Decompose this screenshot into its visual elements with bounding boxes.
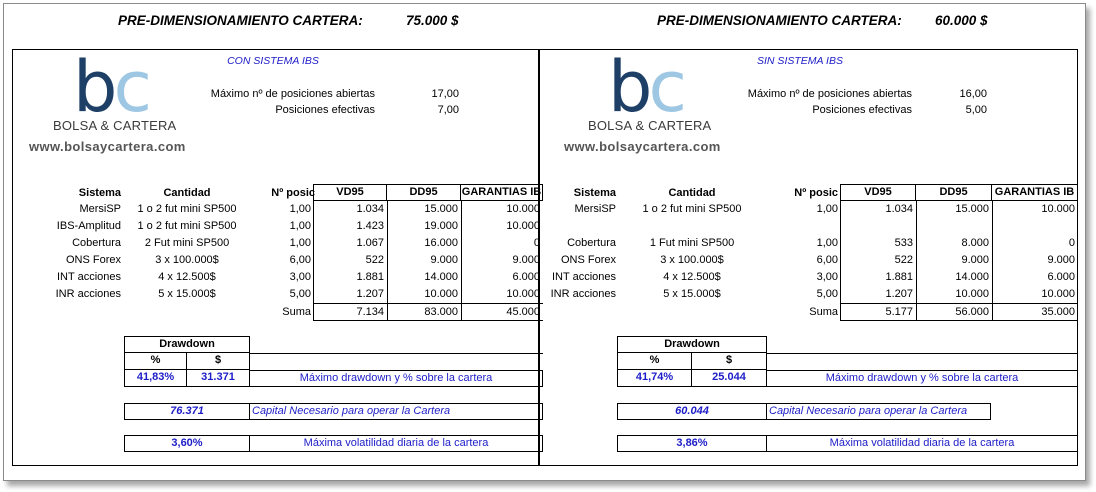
cell-vd95: 1.881 — [885, 271, 913, 283]
cell-cantidad: 1 o 2 fut mini SP500 — [137, 203, 237, 215]
col-header-nposic: Nº posic — [271, 187, 315, 199]
col-header-sistema: Sistema — [78, 187, 121, 199]
max-positions-label: Máximo nº de posiciones abiertas — [210, 88, 375, 100]
cell-dd95: 15.000 — [424, 203, 458, 215]
cell-dd95: 10.000 — [955, 288, 989, 300]
sum-divider — [313, 303, 543, 304]
drawdown-pct-value: 41,74% — [617, 370, 692, 387]
cell-garantias: 9.000 — [1047, 254, 1075, 266]
left-panel — [12, 46, 542, 466]
logo-url: www.bolsaycartera.com — [29, 139, 186, 154]
cell-cantidad: 4 x 12.500$ — [158, 271, 216, 283]
cell-vd95: 1.034 — [885, 203, 913, 215]
table-bottom-border — [313, 320, 543, 321]
col-header-cantidad: Cantidad — [163, 187, 211, 199]
drawdown-pct-header: % — [617, 353, 692, 370]
max-drawdown-text: Máximo drawdown y % sobre la cartera — [250, 370, 543, 387]
cell-cantidad: 5 x 15.000$ — [158, 288, 216, 300]
cell-cantidad: 1 Fut mini SP500 — [649, 237, 735, 249]
cell-sistema: MersiSP — [79, 203, 121, 215]
cell-nposic: 6,00 — [289, 254, 311, 266]
cell-cantidad: 1 o 2 fut mini SP500 — [642, 203, 742, 215]
drawdown-rule — [250, 353, 543, 354]
cell-dd95: 9.000 — [430, 254, 458, 266]
cell-nposic: 6,00 — [816, 254, 838, 266]
cell-dd95: 9.000 — [961, 254, 989, 266]
max-drawdown-text: Máximo drawdown y % sobre la cartera — [767, 370, 1078, 387]
sum-label: Suma — [809, 306, 838, 318]
right-panel — [539, 46, 1078, 466]
cell-garantias: 10.000 — [1041, 203, 1075, 215]
cell-garantias: 10.000 — [1041, 288, 1075, 300]
cell-dd95: 8.000 — [961, 237, 989, 249]
cell-vd95: 533 — [894, 237, 913, 249]
logo-mark: bc — [73, 46, 148, 128]
logo-name: BOLSA & CARTERA — [53, 118, 177, 133]
sum-garantias: 35.000 — [1041, 306, 1075, 318]
cell-vd95: 1.423 — [356, 220, 384, 232]
cell-sistema: ONS Forex — [560, 254, 616, 266]
col-header-cantidad: Cantidad — [668, 187, 716, 199]
cell-vd95: 1.067 — [356, 237, 384, 249]
drawdown-usd-value: 31.371 — [187, 370, 250, 387]
col-header-garantias: GARANTIAS IB — [461, 184, 543, 201]
cell-cantidad: 3 x 100.000$ — [155, 254, 219, 266]
logo-name: BOLSA & CARTERA — [588, 118, 712, 133]
cell-nposic: 5,00 — [816, 288, 838, 300]
effective-positions-value: 7,00 — [437, 104, 459, 116]
cell-dd95: 10.000 — [424, 288, 458, 300]
cell-nposic: 3,00 — [816, 271, 838, 283]
cell-nposic: 1,00 — [816, 203, 838, 215]
cell-sistema: ONS Forex — [65, 254, 121, 266]
cell-dd95: 16.000 — [424, 237, 458, 249]
cell-nposic: 1,00 — [289, 237, 311, 249]
drawdown-usd-header: $ — [187, 353, 250, 370]
cell-nposic: 5,00 — [289, 288, 311, 300]
spreadsheet-sheet — [3, 3, 1086, 481]
sum-label: Suma — [282, 306, 311, 318]
cell-garantias: 10.000 — [506, 220, 540, 232]
cell-vd95: 522 — [365, 254, 384, 266]
cell-nposic: 3,00 — [289, 271, 311, 283]
cell-garantias: 6.000 — [1047, 271, 1075, 283]
cell-sistema: MersiSP — [574, 203, 616, 215]
cell-sistema: INT acciones — [57, 271, 121, 283]
volatility-text: Máxima volatilidad diaria de la cartera — [767, 435, 1078, 452]
cell-sistema: INR acciones — [55, 288, 121, 300]
drawdown-pct-header: % — [124, 353, 187, 370]
cell-dd95: 19.000 — [424, 220, 458, 232]
cell-garantias: 0 — [533, 237, 540, 249]
right-header-title: PRE-DIMENSIONAMIENTO CARTERA: — [657, 13, 902, 28]
col-header-vd95: VD95 — [313, 184, 387, 201]
cell-sistema: IBS-Amplitud — [56, 220, 121, 232]
col-header-sistema: Sistema — [573, 187, 616, 199]
effective-positions-label: Posiciones efectivas — [275, 104, 375, 116]
logo-url: www.bolsaycartera.com — [564, 139, 721, 154]
cell-sistema: Cobertura — [567, 237, 616, 249]
cell-sistema: Cobertura — [72, 237, 121, 249]
col-header-dd95: DD95 — [916, 184, 992, 201]
max-positions-value: 16,00 — [959, 88, 987, 100]
left-header-title: PRE-DIMENSIONAMIENTO CARTERA: — [118, 13, 363, 28]
cell-sistema: INT acciones — [552, 271, 616, 283]
cell-vd95: 1.034 — [356, 203, 384, 215]
cell-nposic: 1,00 — [289, 203, 311, 215]
drawdown-rule — [767, 353, 1078, 354]
col-header-vd95: VD95 — [840, 184, 916, 201]
col-header-dd95: DD95 — [387, 184, 461, 201]
cell-cantidad: 5 x 15.000$ — [663, 288, 721, 300]
cell-vd95: 1.207 — [356, 288, 384, 300]
capital-value: 76.371 — [124, 403, 250, 420]
max-positions-value: 17,00 — [431, 88, 459, 100]
left-header-amount: 75.000 $ — [406, 13, 459, 28]
cell-cantidad: 4 x 12.500$ — [663, 271, 721, 283]
cell-sistema: INR acciones — [550, 288, 616, 300]
cell-cantidad: 1 o 2 fut mini SP500 — [137, 220, 237, 232]
cell-dd95: 15.000 — [955, 203, 989, 215]
sum-garantias: 45.000 — [506, 306, 540, 318]
drawdown-pct-value: 41,83% — [124, 370, 187, 387]
capital-text: Capital Necesario para operar la Cartera — [767, 403, 991, 420]
sum-divider — [840, 303, 1078, 304]
drawdown-header: Drawdown — [617, 336, 767, 353]
right-header-amount: 60.000 $ — [935, 13, 988, 28]
effective-positions-label: Posiciones efectivas — [812, 104, 912, 116]
cell-dd95: 14.000 — [424, 271, 458, 283]
cell-cantidad: 2 Fut mini SP500 — [144, 237, 230, 249]
cell-nposic: 1,00 — [289, 220, 311, 232]
sum-dd95: 83.000 — [424, 306, 458, 318]
cell-garantias: 9.000 — [512, 254, 540, 266]
cell-cantidad: 3 x 100.000$ — [660, 254, 724, 266]
volatility-text: Máxima volatilidad diaria de la cartera — [250, 435, 543, 452]
logo-mark: bc — [608, 46, 683, 128]
col-header-nposic: Nº posic — [794, 187, 838, 199]
drawdown-header: Drawdown — [124, 336, 250, 353]
cell-garantias: 0 — [1068, 237, 1075, 249]
sum-vd95: 7.134 — [356, 306, 384, 318]
cell-garantias: 10.000 — [506, 203, 540, 215]
cell-dd95: 14.000 — [955, 271, 989, 283]
volatility-value: 3,60% — [124, 435, 250, 452]
drawdown-usd-value: 25.044 — [692, 370, 767, 387]
left-subtitle: CON SISTEMA IBS — [227, 55, 319, 67]
table-bottom-border — [840, 320, 1078, 321]
cell-vd95: 522 — [894, 254, 913, 266]
cell-vd95: 1.207 — [885, 288, 913, 300]
cell-nposic: 1,00 — [816, 237, 838, 249]
max-positions-label: Máximo nº de posiciones abiertas — [747, 88, 912, 100]
right-subtitle: SIN SISTEMA IBS — [757, 55, 843, 67]
effective-positions-value: 5,00 — [965, 104, 987, 116]
cell-garantias: 10.000 — [506, 288, 540, 300]
capital-value: 60.044 — [617, 403, 767, 420]
col-header-garantias: GARANTIAS IB — [992, 184, 1078, 201]
capital-text: Capital Necesario para operar la Cartera — [250, 403, 543, 420]
cell-garantias: 6.000 — [512, 271, 540, 283]
drawdown-usd-header: $ — [692, 353, 767, 370]
sum-vd95: 5.177 — [885, 306, 913, 318]
volatility-value: 3,86% — [617, 435, 767, 452]
cell-vd95: 1.881 — [356, 271, 384, 283]
sum-dd95: 56.000 — [955, 306, 989, 318]
